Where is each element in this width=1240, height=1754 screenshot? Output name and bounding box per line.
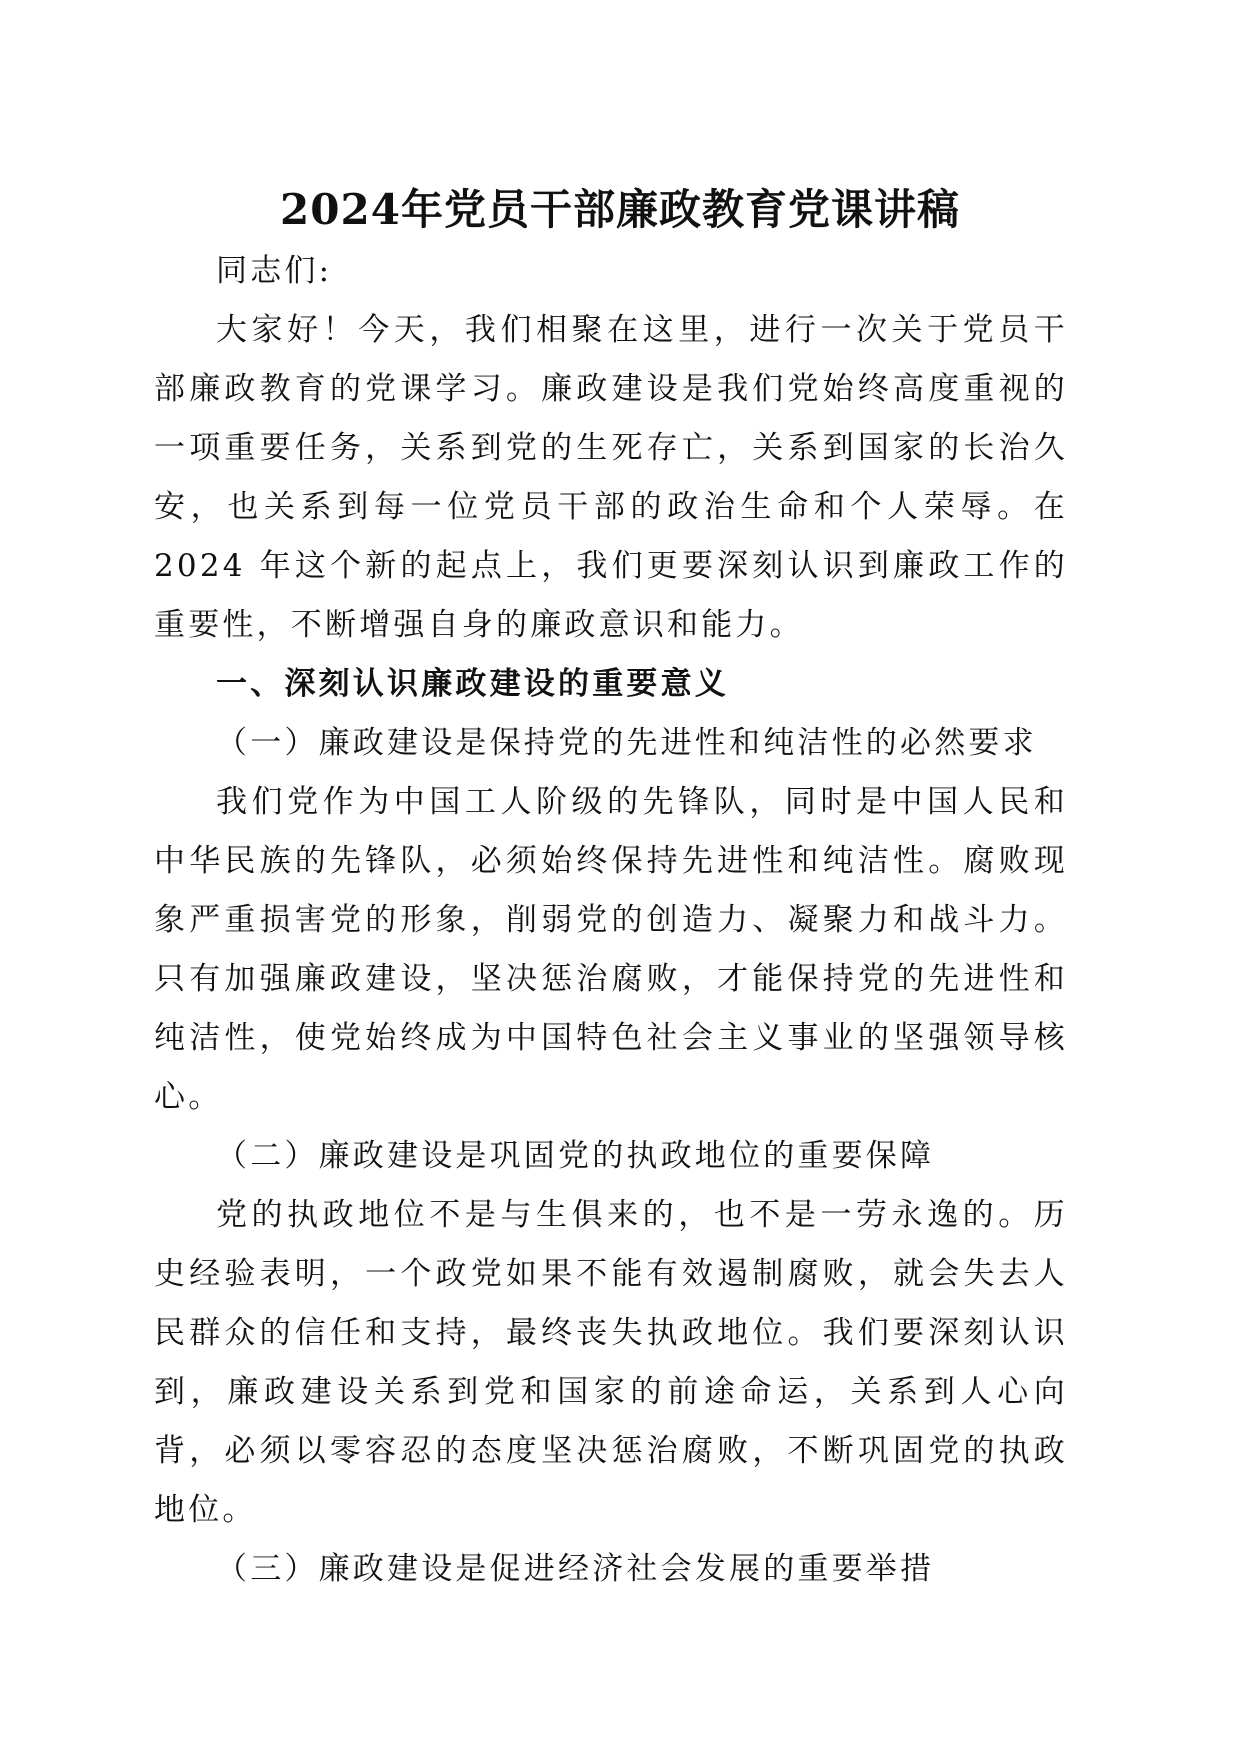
document-title: 2024年党员干部廉政教育党课讲稿 xyxy=(280,185,960,234)
subsection-2-heading: （二）廉政建设是巩固党的执政地位的重要保障 xyxy=(216,1138,935,1174)
document-body xyxy=(154,242,1068,1599)
intro-paragraph: 大家好！今天，我们相聚在这里，进行一次关于党员干部廉政教育的党课学习。廉政建设是我们党始终高度重视的一项重要任务，关系到党的生死存亡，关系到国家的长治久安，也关系到每一位党员干部的政治生命和个人荣辱。在 2024 年这个新的起点上，我们更要深刻认识到廉政工作的重要性，不断增强自身的廉政意识和能力。 xyxy=(154,312,1068,643)
section-1-heading: 一、深刻认识廉政建设的重要意义 xyxy=(216,666,729,702)
subsection-2-paragraph: 党的执政地位不是与生俱来的，也不是一劳永逸的。历史经验表明，一个政党如果不能有效遏制腐败，就会失去人民群众的信任和支持，最终丧失执政地位。我们要深刻认识到，廉政建设关系到党和国家的前途命运，关系到人心向背，必须以零容忍的态度坚决惩治腐败，不断巩固党的执政地位。 xyxy=(154,1197,1068,1528)
subsection-3-heading: （三）廉政建设是促进经济社会发展的重要举措 xyxy=(216,1551,935,1587)
salutation: 同志们: xyxy=(216,253,333,289)
subsection-1-heading: （一）廉政建设是保持党的先进性和纯洁性的必然要求 xyxy=(216,725,1037,761)
subsection-1-paragraph: 我们党作为中国工人阶级的先锋队，同时是中国人民和中华民族的先锋队，必须始终保持先进性和纯洁性。腐败现象严重损害党的形象，削弱党的创造力、凝聚力和战斗力。只有加强廉政建设，坚决惩治腐败，才能保持党的先进性和纯洁性，使党始终成为中国特色社会主义事业的坚强领导核心。 xyxy=(154,784,1068,1115)
